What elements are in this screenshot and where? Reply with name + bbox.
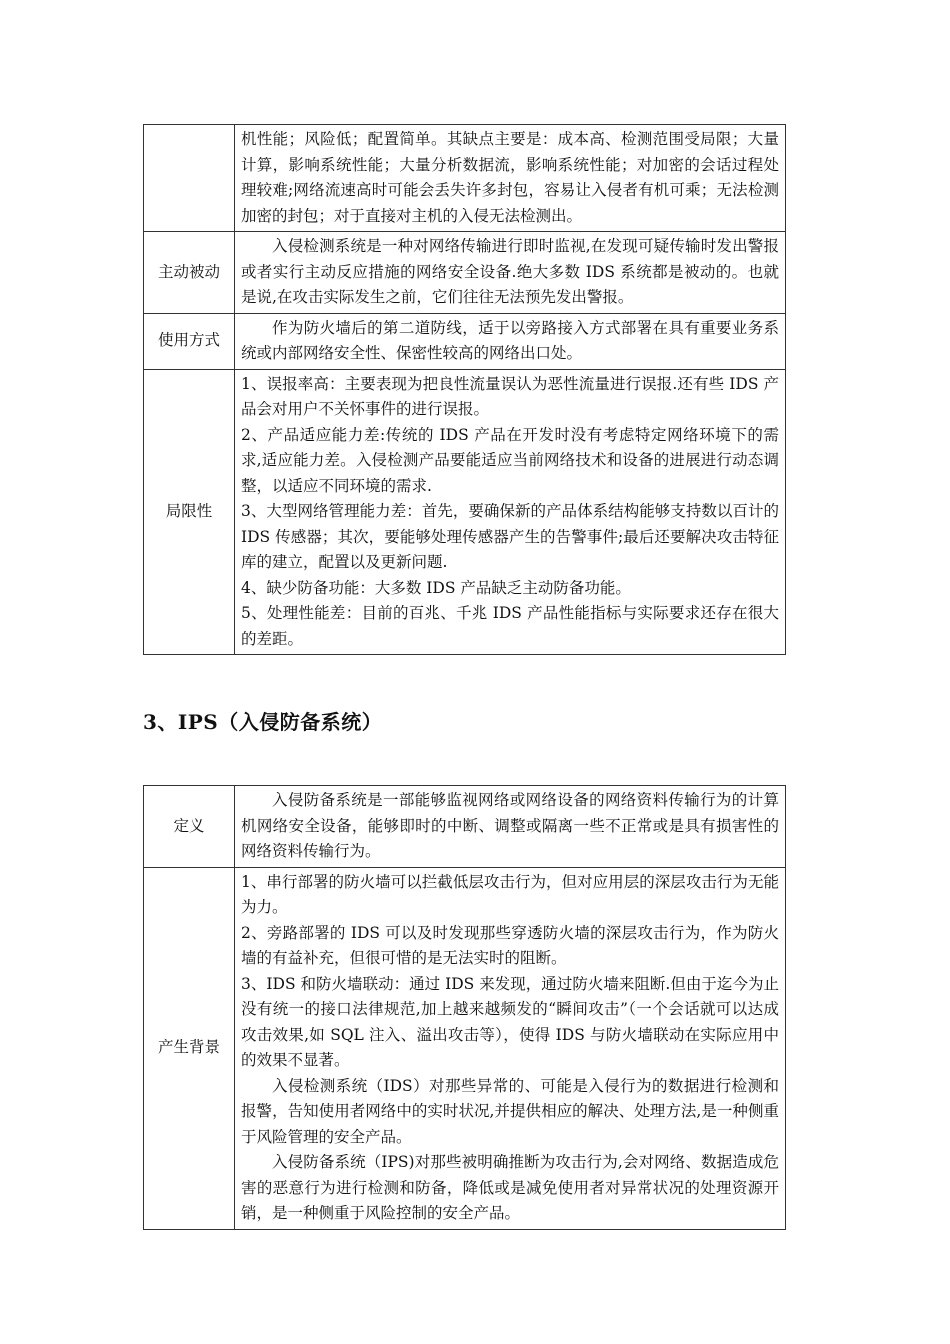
row-content (235, 232, 786, 314)
table-row (144, 786, 786, 868)
row-content (235, 867, 786, 1229)
paragraph: 机性能；风险低；配置简单。其缺点主要是：成本高、检测范围受局限；大量计算，影响系统性能；大量分析数据流，影响系统性能；对加密的会话过程处理较难;网络流速高时可能会丢失许多封包，容易让入侵者有机可乘；无法检测加密的封包；对于直接对主机的入侵无法检测出。 (241, 130, 779, 225)
section-heading-ips: 3、IPS（入侵防备系统） (143, 710, 383, 734)
paragraph: 入侵防备系统是一部能够监视网络或网络设备的网络资料传输行为的计算机网络安全设备，能够即时的中断、调整或隔离一些不正常或是具有损害性的网络资料传输行为。 (241, 791, 779, 860)
list-item: 1、误报率高：主要表现为把良性流量误认为恶性流量进行误报.还有些 IDS 产品会对用户不关怀事件的进行误报。 (241, 374, 779, 418)
list-item: 5、处理性能差：目前的百兆、千兆 IDS 产品性能指标与实际要求还存在很大的差距。 (241, 604, 779, 648)
row-content (235, 786, 786, 868)
paragraph: 入侵检测系统是一种对网络传输进行即时监视,在发现可疑传输时发出警报或者实行主动反应措施的网络安全设备.绝大多数 IDS 系统都是被动的。也就是说,在攻击实际发生之前，它们往往无法预先发出警报。 (241, 237, 779, 306)
row-label-definition: 定义 (144, 786, 235, 868)
row-label-active-passive: 主动被动 (144, 232, 235, 314)
table-row (144, 313, 786, 369)
list-item: 1、串行部署的防火墙可以拦截低层攻击行为，但对应用层的深层攻击行为无能为力。 (241, 872, 779, 916)
list-item: 4、缺少防备功能：大多数 IDS 产品缺乏主动防备功能。 (241, 578, 631, 597)
paragraph: 作为防火墙后的第二道防线，适于以旁路接入方式部署在具有重要业务系统或内部网络安全性、保密性较高的网络出口处。 (241, 318, 779, 362)
list-item: 2、产品适应能力差:传统的 IDS 产品在开发时没有考虑特定网络环境下的需求,适应能力差。入侵检测产品要能适应当前网络技术和设备的进展进行动态调整，以适应不同环境的需求. (241, 425, 779, 495)
ids-table-continued (143, 124, 786, 655)
row-content (235, 313, 786, 369)
paragraph: 入侵检测系统（IDS）对那些异常的、可能是入侵行为的数据进行检测和报警，告知使用者网络中的实时状况,并提供相应的解决、处理方法,是一种侧重于风险管理的安全产品。 (241, 1076, 779, 1146)
row-content (235, 125, 786, 232)
list-item: 3、大型网络管理能力差：首先，要确保新的产品体系结构能够支持数以百计的 IDS 传感器；其次，要能够处理传感器产生的告警事件;最后还要解决攻击特征库的建立，配置以及更新问题. (241, 502, 779, 571)
table-row (144, 369, 786, 655)
list-item: 3、IDS 和防火墙联动：通过 IDS 来发现，通过防火墙来阻断.但由于迄今为止没有统一的接口法律规范,加上越来越频发的“瞬间攻击”（一个会话就可以达成攻击效果,如 SQL 注入、溢出攻击等），使得 IDS 与防火墙联动在实际应用中的效果不显著。 (241, 974, 779, 1069)
table-row (144, 125, 786, 232)
row-content (235, 369, 786, 655)
table-row (144, 867, 786, 1229)
row-label-limitations: 局限性 (144, 369, 235, 655)
row-label-usage: 使用方式 (144, 313, 235, 369)
row-label-empty (144, 125, 235, 232)
list-item: 2、旁路部署的 IDS 可以及时发现那些穿透防火墙的深层攻击行为，作为防火墙的有益补充，但很可惜的是无法实时的阻断。 (241, 923, 779, 967)
ips-table (143, 785, 786, 1230)
row-label-background: 产生背景 (144, 867, 235, 1229)
table-row (144, 232, 786, 314)
paragraph: 入侵防备系统（IPS)对那些被明确推断为攻击行为,会对网络、数据造成危害的恶意行为进行检测和防备，降低或是减免使用者对异常状况的处理资源开销，是一种侧重于风险控制的安全产品。 (241, 1153, 779, 1222)
